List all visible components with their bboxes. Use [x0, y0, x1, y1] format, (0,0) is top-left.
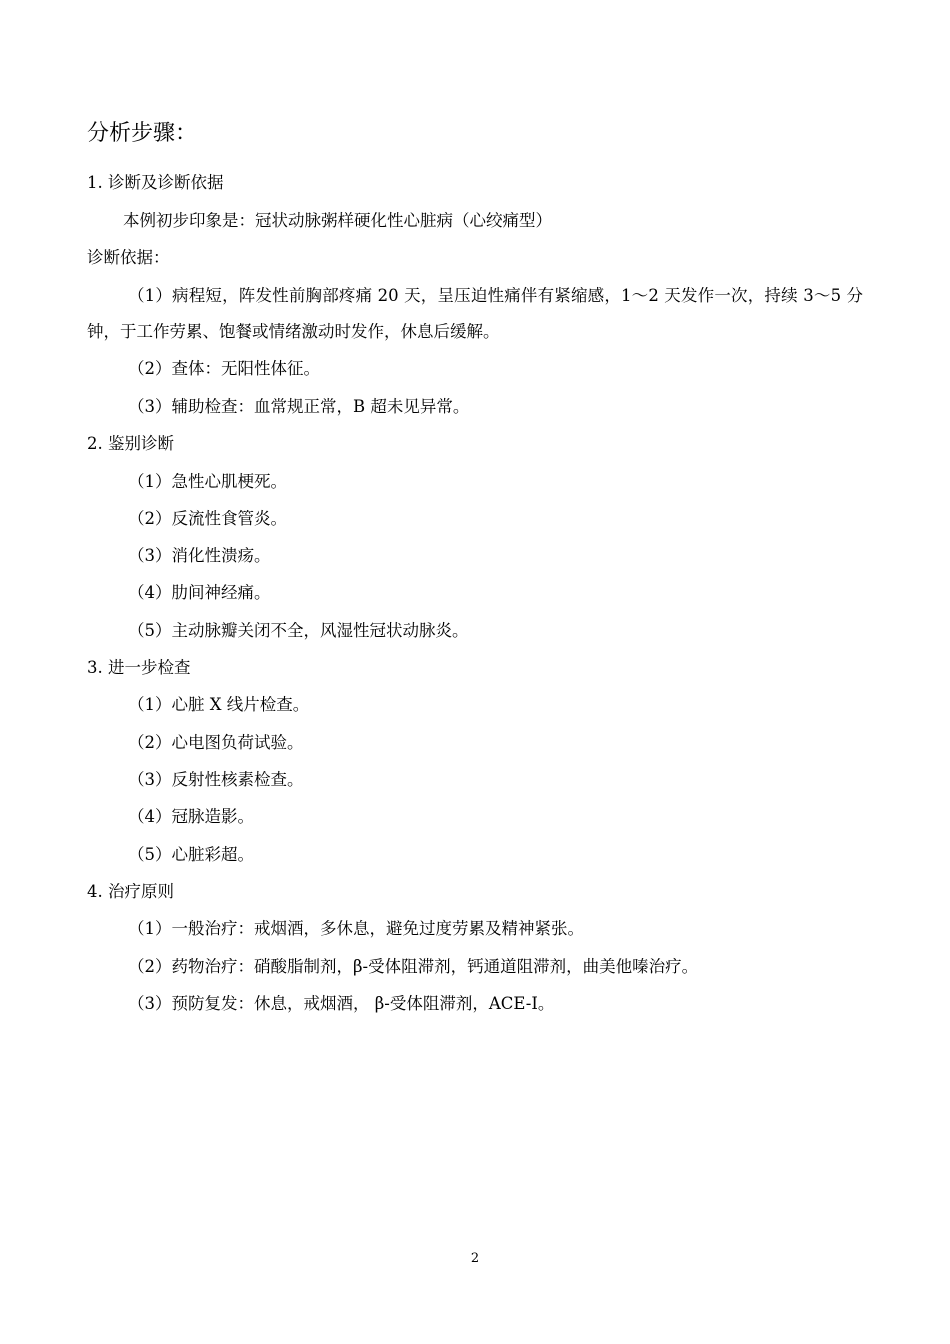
- treatment-item: （3）预防复发：休息，戒烟酒， β-受体阻滞剂，ACE-I。: [128, 994, 555, 1013]
- section-title-treatment: 4. 治疗原则: [87, 882, 174, 901]
- diagnosis-basis-item: （2）查体：无阳性体征。: [128, 359, 320, 378]
- exam-item: （4）冠脉造影。: [128, 807, 254, 826]
- differential-item: （5）主动脉瓣关闭不全，风湿性冠状动脉炎。: [128, 621, 469, 640]
- diagnosis-impression: 本例初步印象是：冠状动脉粥样硬化性心脏病（心绞痛型）: [123, 211, 552, 230]
- differential-item: （4）肋间神经痛。: [128, 583, 271, 602]
- differential-item: （2）反流性食管炎。: [128, 509, 287, 528]
- differential-item: （1）急性心肌梗死。: [128, 472, 287, 491]
- differential-item: （3）消化性溃疡。: [128, 546, 271, 565]
- exam-item: （2）心电图负荷试验。: [128, 733, 304, 752]
- exam-item: （3）反射性核素检查。: [128, 770, 304, 789]
- section-title-differential: 2. 鉴别诊断: [87, 434, 174, 453]
- treatment-item: （2）药物治疗：硝酸脂制剂，β-受体阻滞剂，钙通道阻滞剂，曲美他嗪治疗。: [128, 957, 699, 976]
- diagnosis-basis-label: 诊断依据：: [87, 248, 170, 267]
- diagnosis-basis-paragraph: （1）病程短，阵发性前胸部疼痛 20 天，呈压迫性痛伴有紧缩感，1～2 天发作一次，持续 3～5 分钟，于工作劳累、饱餐或情绪激动时发作，休息后缓解。: [87, 286, 863, 341]
- diagnosis-basis-item: （3）辅助检查：血常规正常，B 超未见异常。: [128, 397, 470, 416]
- page-number: 2: [470, 1251, 480, 1266]
- section-title-further-exams: 3. 进一步检查: [87, 658, 191, 677]
- exam-item: （5）心脏彩超。: [128, 845, 254, 864]
- treatment-item: （1）一般治疗：戒烟酒，多休息，避免过度劳累及精神紧张。: [128, 919, 584, 938]
- section-title-diagnosis: 1. 诊断及诊断依据: [87, 173, 224, 192]
- exam-item: （1）心脏 X 线片检查。: [128, 695, 310, 714]
- page-heading: 分析步骤：: [87, 121, 198, 146]
